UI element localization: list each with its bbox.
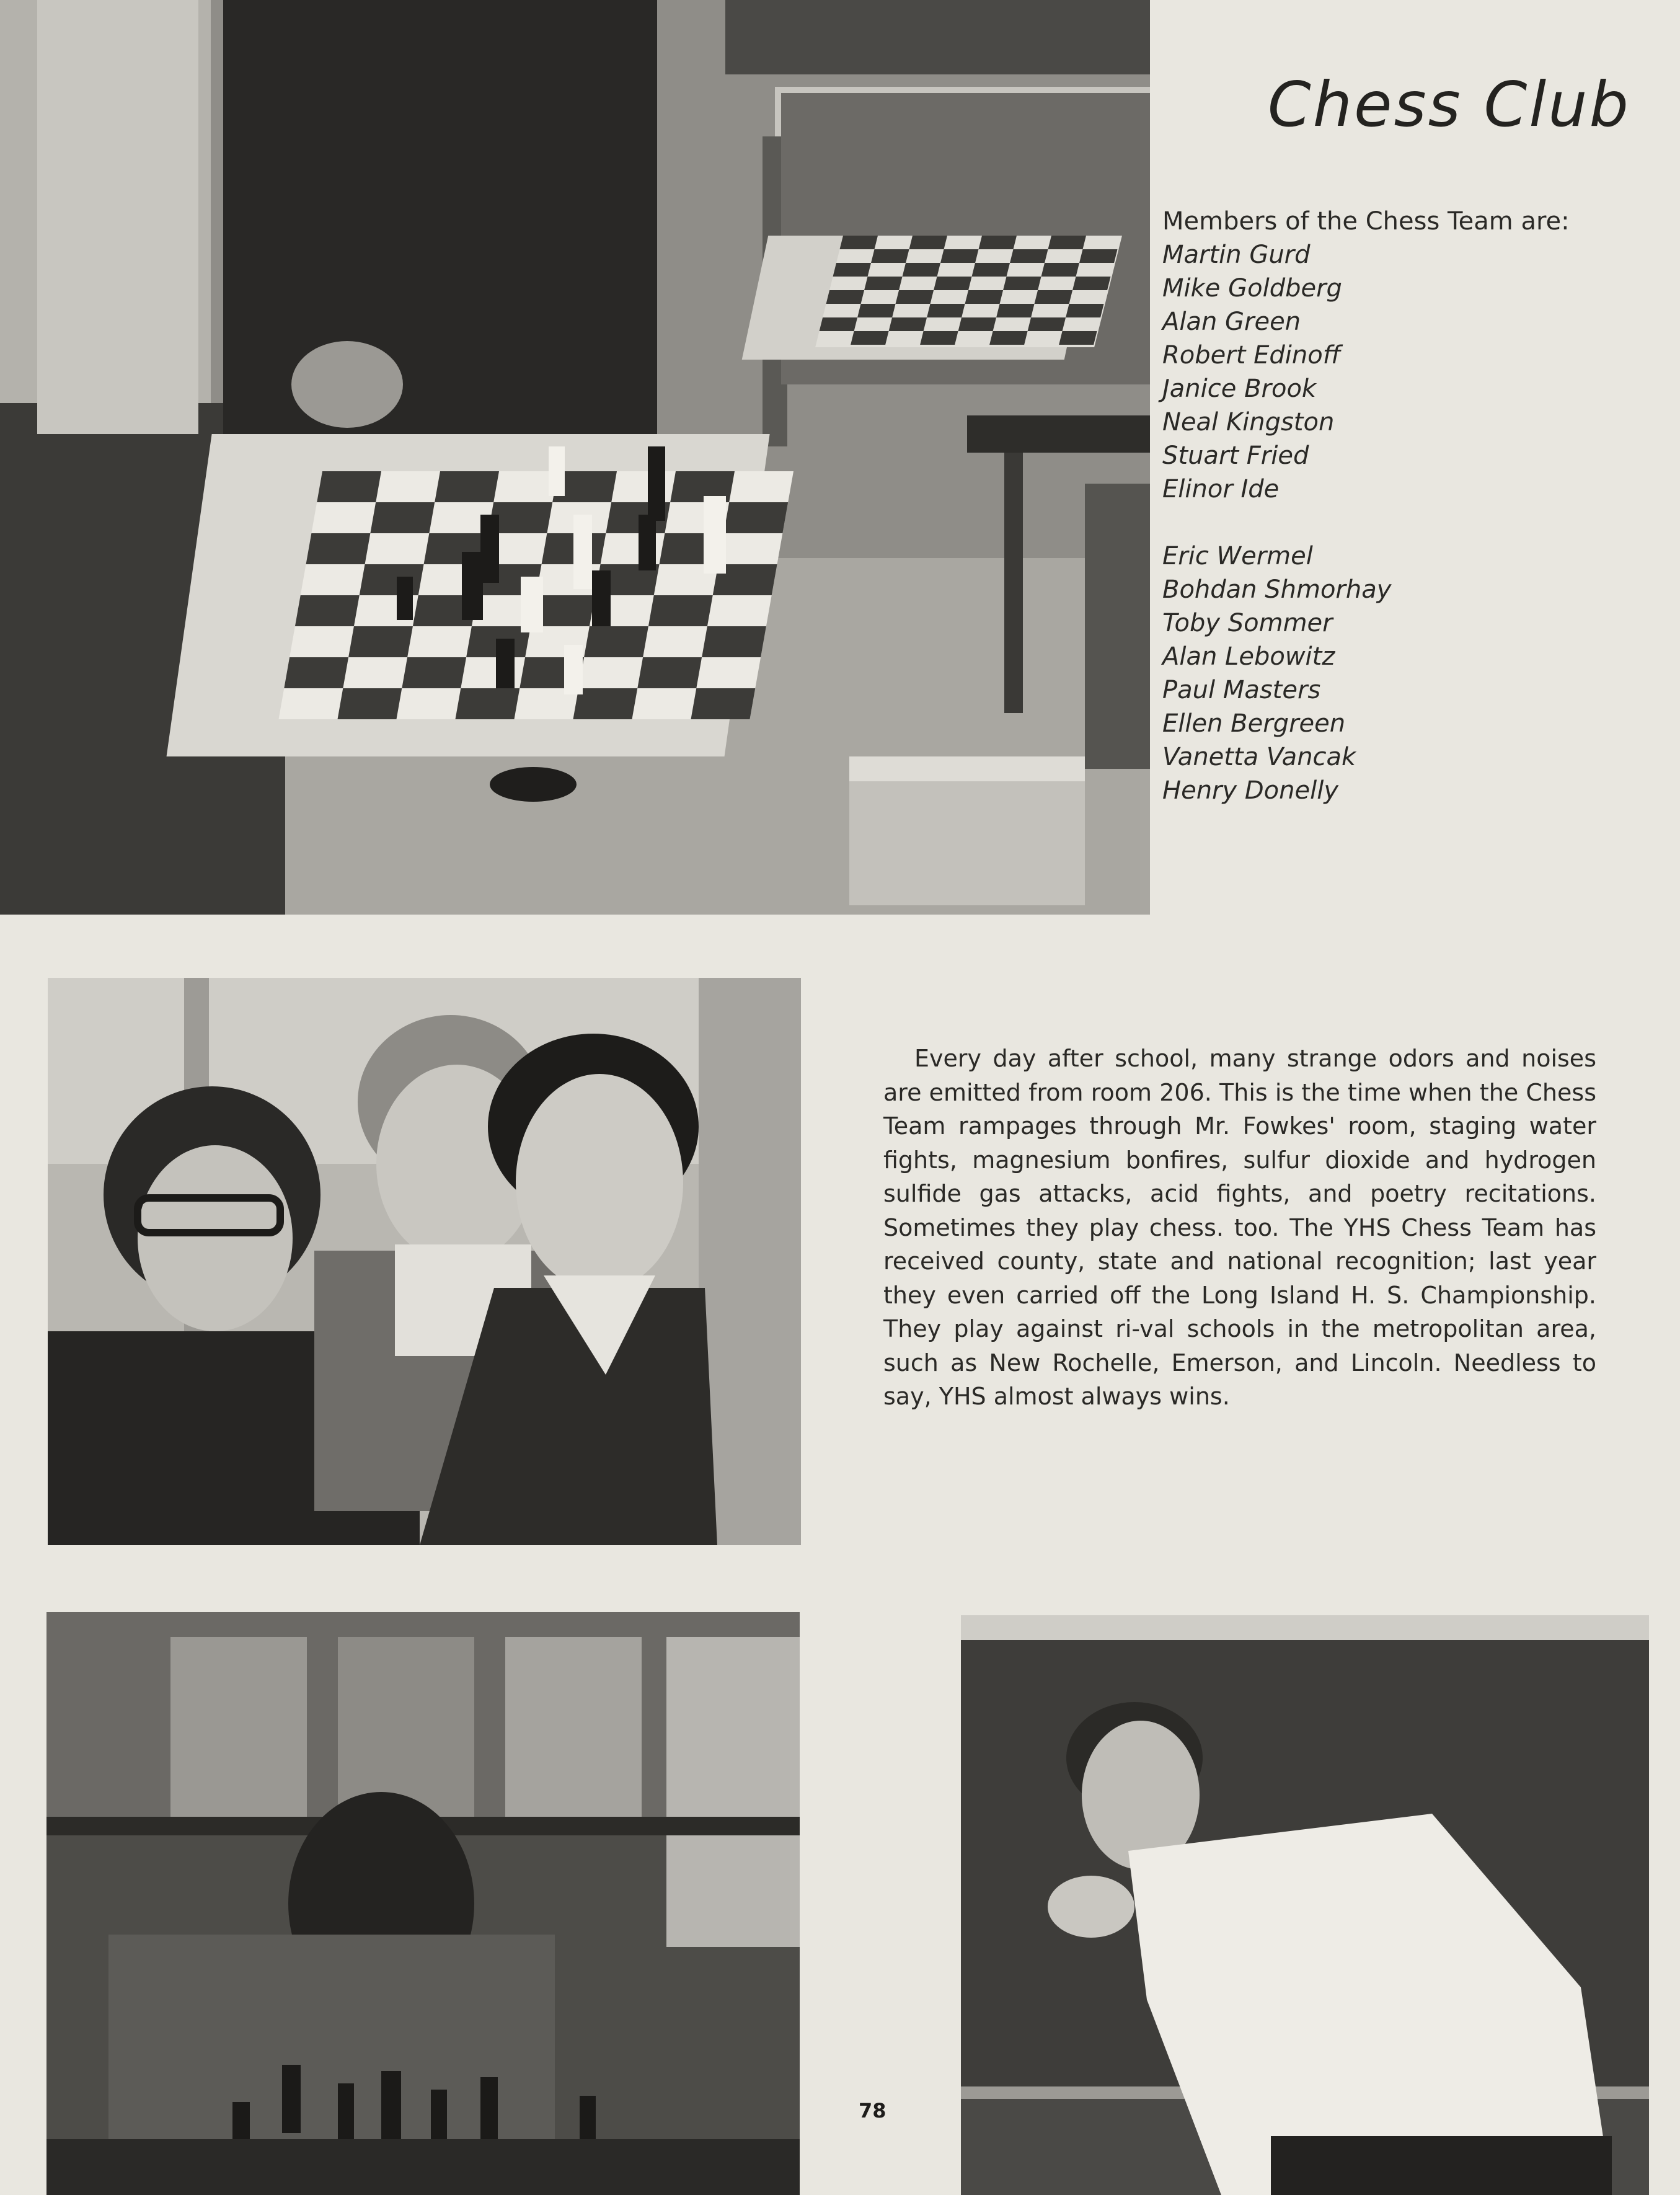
member-name: Eric Wermel: [1162, 542, 1313, 570]
roster-intro: Members of the Chess Team are:: [1162, 207, 1570, 236]
member-name: Janice Brook: [1162, 375, 1317, 403]
member-name: Robert Edinoff: [1162, 341, 1341, 370]
photo-chess-game-classroom: [0, 0, 1150, 915]
page-number: 78: [859, 2099, 886, 2122]
member-name: Bohdan Shmorhay: [1162, 575, 1392, 604]
roster-spacer: [1162, 506, 1634, 539]
member-name: Vanetta Vancak: [1162, 743, 1356, 771]
member-name: Henry Donelly: [1162, 776, 1339, 805]
photo-student-thinking: [961, 1615, 1649, 2195]
member-name: Alan Green: [1162, 308, 1301, 336]
member-roster: [1162, 205, 1634, 807]
member-name: Elinor Ide: [1162, 475, 1280, 503]
member-name: Toby Sommer: [1162, 609, 1333, 637]
article-body: Every day after school, many strange odors and noises are emitted from room 206. This is the time when the Chess Team rampages through Mr. Fowkes' room, staging water fights, magnesium bonfires, sulfur dioxide and hydrogen sulfide gas attacks, acid fights, and poetry recitations. Sometimes they play chess. too. The YHS Chess Team has received county, state and national recognition; last year they even carried off the Long Island H. S. Championship. They play against ri-val schools in the metropolitan area, such as New Rochelle, Emerson, and Lincoln. Needless to say, YHS almost always wins.: [883, 1045, 1596, 1410]
member-name: Paul Masters: [1162, 676, 1321, 704]
member-name: Alan Lebowitz: [1162, 642, 1335, 671]
member-name: Martin Gurd: [1162, 241, 1311, 269]
member-name: Ellen Bergreen: [1162, 709, 1346, 738]
page-title: Chess Club: [1267, 68, 1630, 141]
member-name: Mike Goldberg: [1162, 274, 1342, 303]
photo-student-at-chessboard: [46, 1612, 800, 2195]
member-name: Neal Kingston: [1162, 408, 1335, 437]
photo-three-students: [48, 978, 801, 1545]
member-name: Stuart Fried: [1162, 441, 1309, 470]
